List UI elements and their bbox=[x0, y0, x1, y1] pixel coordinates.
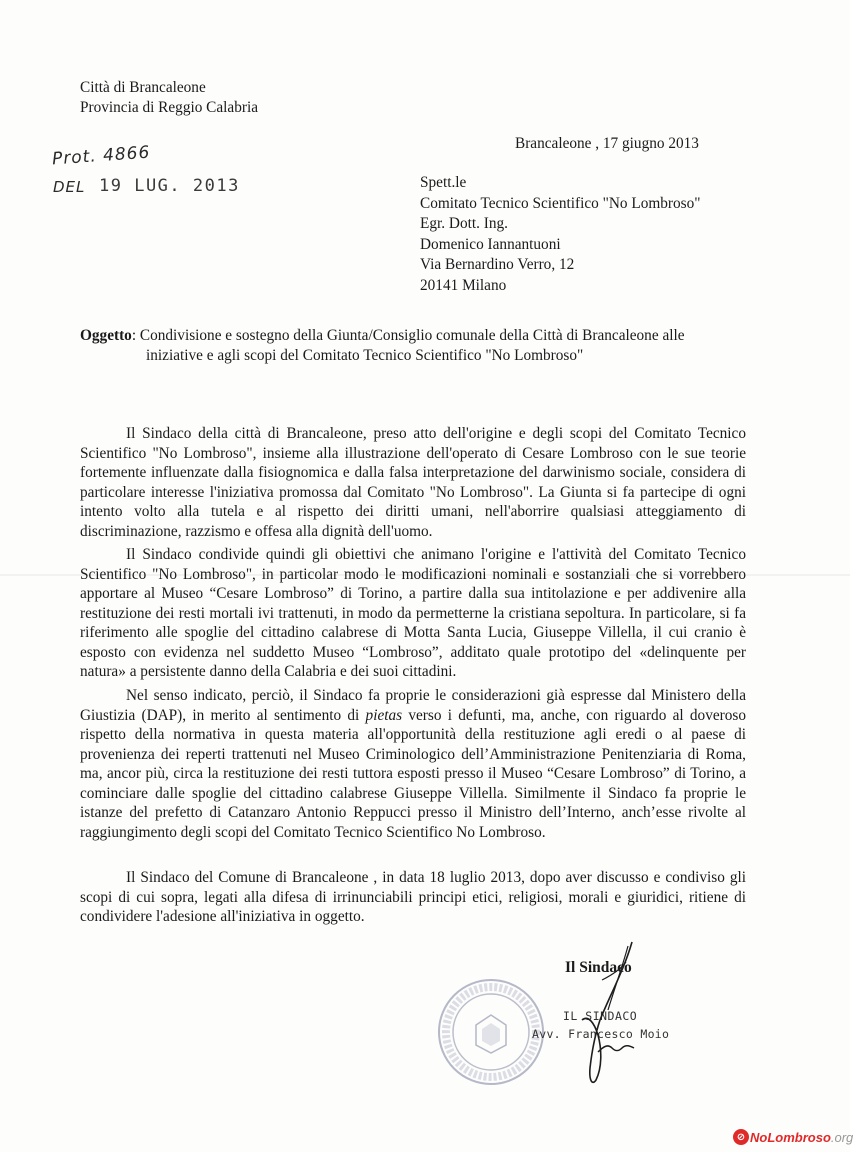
subject-text-line1: : Condivisione e sostegno della Giunta/Consiglio comunale della Città di Brancaleone alle bbox=[131, 327, 685, 344]
watermark-brand: NoLombroso bbox=[750, 1129, 831, 1145]
signature-stamp-title: IL SINDACO bbox=[563, 1009, 638, 1023]
protocol-date-stamp: 19 LUG. 2013 bbox=[99, 176, 240, 196]
subject-text-line2: iniziative e agli scopi del Comitato Tecnico Scientifico "No Lombroso" bbox=[146, 346, 584, 364]
recipient-address bbox=[420, 173, 700, 297]
recipient-line: Comitato Tecnico Scientifico "No Lombroso" bbox=[420, 194, 701, 212]
handwritten-signature-icon bbox=[540, 940, 650, 1095]
municipal-seal-icon bbox=[436, 977, 546, 1092]
subject-label: Oggetto bbox=[80, 327, 132, 344]
signature-stamp-name: Avv. Francesco Moio bbox=[532, 1027, 670, 1041]
body-paragraph-3 bbox=[80, 686, 746, 842]
subject-block bbox=[80, 326, 750, 365]
no-symbol-icon: ⊘ bbox=[733, 1129, 749, 1145]
body-paragraph-1: Il Sindaco della città di Brancaleone, preso atto dell'origine e degli scopi del Comitato Tecnico Scientifico "No Lombroso", insieme alla illustrazione dell'operato di Cesare Lombroso con le sue teorie fortemente influenzate dalla fisiognomica e dalla falsa interpretazione del darwinismo sociale, considera di particolare interesse l'iniziativa promossa dal Comitato "No Lombroso". La Giunta si fa partecipe di ogni intento volto alla tutela e al rispetto dei diritti umani, nell'aborrire qualsiasi atteggiamento di discriminazione, razzismo e offesa alla dignità dell'uomo. bbox=[80, 425, 746, 540]
nolombroso-watermark[interactable] bbox=[733, 1127, 853, 1147]
letterhead bbox=[80, 78, 258, 118]
recipient-line: 20141 Milano bbox=[420, 276, 507, 294]
letterhead-province: Provincia di Reggio Calabria bbox=[80, 99, 258, 116]
body-paragraph-3-end: verso i defunti, ma, anche, con riguardo al doveroso rispetto della normativa in questa materia all'opportunità della restituzione agli eredi o al paese di provenienza dei reperti trattenuti nel Museo Criminologico dell’Amministrazione Penitenziaria di Roma, ma, ancor più, circa la restituzione dei resti tuttora esposti presso il Museo “Cesare Lombroso” di Torino, a cominciare dalle spoglie del cittadino calabrese Giuseppe Villella. Similmente il Sindaco fa proprie le istanze del prefetto di Catanzaro Antonio Reppucci presso il Ministro dell’Interno, anch’esse rivolte al raggiungimento degli scopi del Comitato Tecnico Scientifico No Lombroso. bbox=[80, 706, 746, 841]
body-paragraph-3-start: Nel senso indicato, perciò, il Sindaco fa proprie le considerazioni già espresse dal Ministero della Giustizia (DAP), in merito al sentimento di bbox=[80, 687, 746, 724]
protocol-number-handwritten: Prot. 4866 bbox=[51, 142, 151, 170]
recipient-line: Domenico Iannantuoni bbox=[420, 235, 561, 253]
recipient-line: Via Bernardino Verro, 12 bbox=[420, 256, 575, 274]
watermark-suffix: .org bbox=[830, 1129, 853, 1145]
signature-label: Il Sindaco bbox=[565, 959, 632, 976]
body-paragraph-4: Il Sindaco del Comune di Brancaleone , in data 18 luglio 2013, dopo aver discusso e condiviso gli scopi di cui sopra, legati alla difesa di irrinunciabili principi etici, religiosi, morali e giuridici, ritiene di condividere l'adesione all'iniziativa in oggetto. bbox=[80, 869, 746, 925]
body-paragraph-2: Il Sindaco condivide quindi gli obiettivi che animano l'origine e l'attività del Comitato Tecnico Scientifico "No Lombroso", in particolar modo le modificazioni nominali e sostanziali che si vorrebbero apportare al Museo “Cesare Lombroso” di Torino, a partire dalla sua intitolazione e per addivenire alla restituzione dei resti mortali ivi trattenuti, in modo da permetterne la cristiana sepoltura. In particolare, si fa riferimento alle spoglie del cittadino calabrese di Motta Santa Lucia, Giuseppe Villella, il cui cranio è esposto con evidenza nel suddetto Museo “Lombroso”, additato quale prototipo del «delinquente per natura» a persistente danno della Calabria e dei suoi cittadini. bbox=[80, 546, 746, 680]
letterhead-city: Città di Brancaleone bbox=[80, 79, 206, 96]
recipient-line: Egr. Dott. Ing. bbox=[420, 215, 508, 233]
letter-date: Brancaleone , 17 giugno 2013 bbox=[515, 135, 699, 152]
recipient-line: Spett.le bbox=[420, 174, 467, 191]
pietas-italic: pietas bbox=[365, 706, 403, 724]
protocol-del-handwritten: DEL bbox=[53, 178, 86, 196]
